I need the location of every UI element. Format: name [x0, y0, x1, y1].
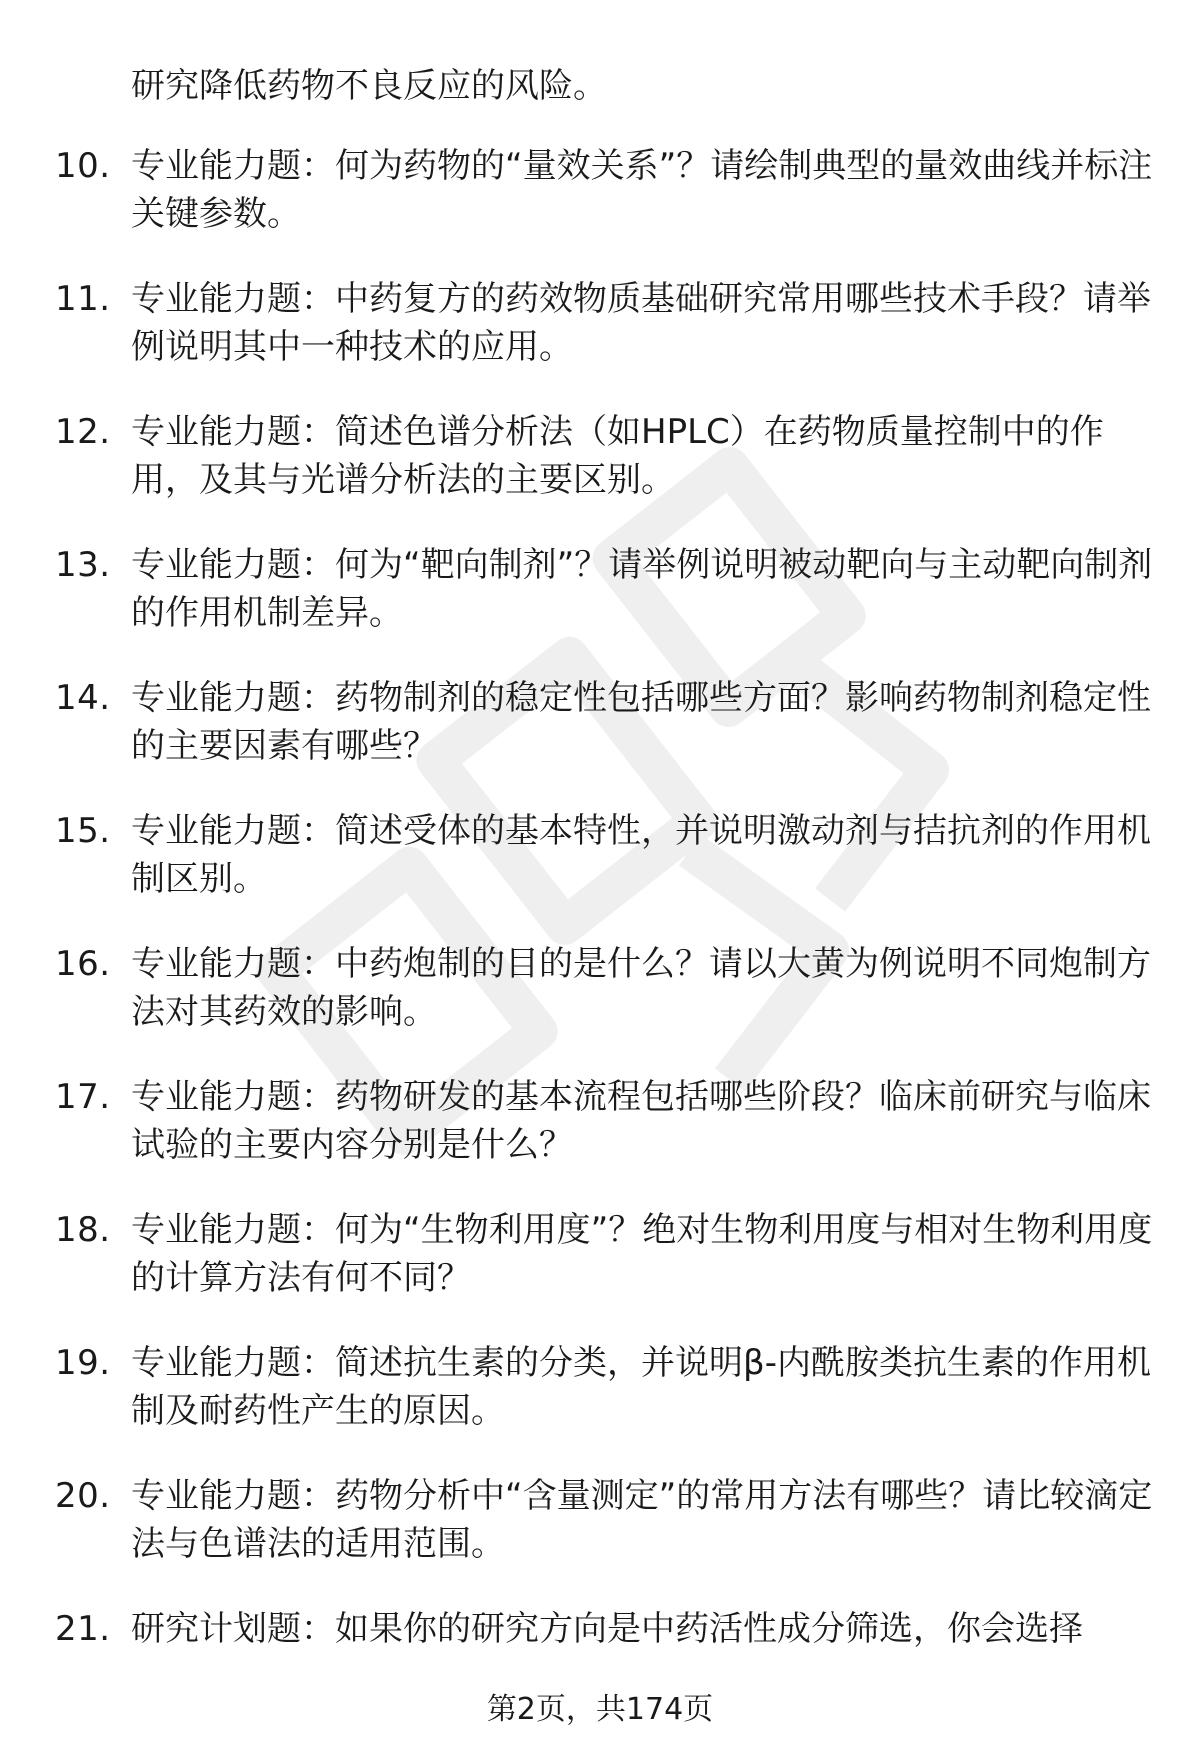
- list-item: [0, 408, 1200, 541]
- question-text: 专业能力题：何为“靶向制剂”？请举例说明被动靶向与主动靶向制剂的作用机制差异。: [131, 545, 1153, 633]
- question-text: 专业能力题：简述色谱分析法（如HPLC）在药物质量控制中的作用，及其与光谱分析法的主要区别。: [131, 412, 1104, 500]
- question-number: 16.: [55, 944, 111, 984]
- question-number: 14.: [55, 678, 111, 718]
- question-text: 专业能力题：何为“生物利用度”？绝对生物利用度与相对生物利用度的计算方法有何不同？: [131, 1210, 1153, 1298]
- question-number: 20.: [55, 1476, 111, 1516]
- question-text: 专业能力题：简述抗生素的分类，并说明β-内酰胺类抗生素的作用机制及耐药性产生的原因。: [131, 1343, 1151, 1431]
- continuation-text: 研究降低药物不良反应的风险。: [131, 66, 607, 106]
- question-number: 13.: [55, 545, 111, 585]
- question-number: 15.: [55, 811, 111, 851]
- list-item: [0, 1206, 1200, 1339]
- list-item: [0, 1073, 1200, 1206]
- question-number: 11.: [55, 279, 111, 319]
- list-item: [0, 275, 1200, 408]
- question-text: 专业能力题：简述受体的基本特性，并说明激动剂与拮抗剂的作用机制区别。: [131, 811, 1151, 899]
- question-text: 专业能力题：何为药物的“量效关系”？请绘制典型的量效曲线并标注关键参数。: [131, 146, 1153, 234]
- question-text: 研究计划题：如果你的研究方向是中药活性成分筛选，你会选择: [131, 1609, 1083, 1649]
- question-number: 19.: [55, 1343, 111, 1383]
- list-item: [0, 142, 1200, 275]
- list-item: [0, 1339, 1200, 1472]
- question-text: 专业能力题：中药复方的药效物质基础研究常用哪些技术手段？请举例说明其中一种技术的应用。: [131, 279, 1151, 367]
- question-list: [0, 142, 1200, 1738]
- question-number: 10.: [55, 146, 111, 186]
- list-item: [0, 541, 1200, 674]
- question-text: 专业能力题：中药炮制的目的是什么？请以大黄为例说明不同炮制方法对其药效的影响。: [131, 944, 1151, 1032]
- page-number-footer: 第2页，共174页: [486, 1692, 714, 1727]
- list-item: [0, 1472, 1200, 1605]
- question-text: 专业能力题：药物制剂的稳定性包括哪些方面？影响药物制剂稳定性的主要因素有哪些？: [131, 678, 1151, 766]
- list-item: [0, 807, 1200, 940]
- question-number: 21.: [55, 1609, 111, 1649]
- question-number: 18.: [55, 1210, 111, 1250]
- list-item: [0, 940, 1200, 1073]
- question-text: 专业能力题：药物分析中“含量测定”的常用方法有哪些？请比较滴定法与色谱法的适用范围。: [131, 1476, 1153, 1564]
- question-number: 12.: [55, 412, 111, 452]
- question-number: 17.: [55, 1077, 111, 1117]
- list-item: [0, 674, 1200, 807]
- question-text: 专业能力题：药物研发的基本流程包括哪些阶段？临床前研究与临床试验的主要内容分别是什么？: [131, 1077, 1151, 1165]
